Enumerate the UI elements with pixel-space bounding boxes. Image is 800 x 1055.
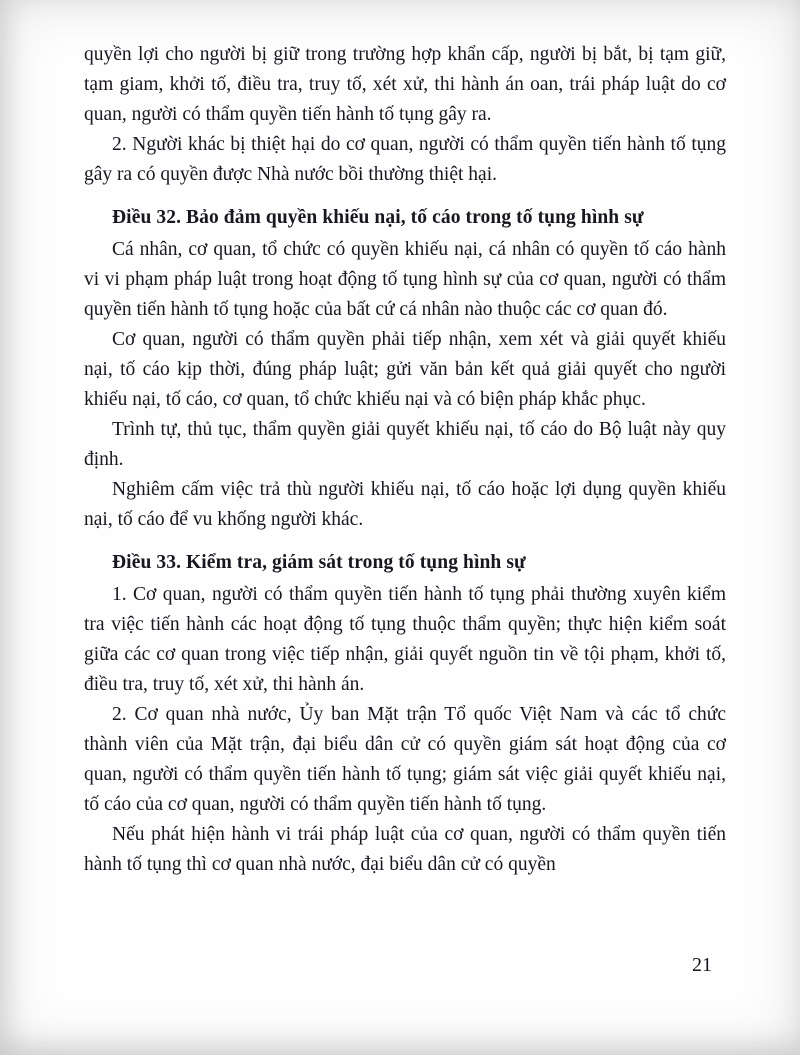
- paragraph: Cá nhân, cơ quan, tổ chức có quyền khiếu nại, cá nhân có quyền tố cáo hành vi vi phạm pháp luật trong hoạt động tố tụng hình sự của cơ quan, người có thẩm quyền tiến hành tố tụng hoặc của bất cứ cá nhân nào thuộc các cơ quan đó.: [84, 239, 726, 320]
- paragraph: Trình tự, thủ tục, thẩm quyền giải quyết khiếu nại, tố cáo do Bộ luật này quy định.: [84, 419, 726, 470]
- paragraph: Nếu phát hiện hành vi trái pháp luật của cơ quan, người có thẩm quyền tiến hành tố tụng thì cơ quan nhà nước, đại biểu dân cử có quyền: [84, 824, 726, 875]
- paragraph: Nghiêm cấm việc trả thù người khiếu nại, tố cáo hoặc lợi dụng quyền khiếu nại, tố cáo để vu khống người khác.: [84, 479, 726, 530]
- paragraph: 2. Người khác bị thiệt hại do cơ quan, người có thẩm quyền tiến hành tố tụng gây ra có quyền được Nhà nước bồi thường thiệt hại.: [84, 134, 726, 185]
- article-33-heading: Điều 33. Kiểm tra, giám sát trong tố tụng hình sự: [112, 552, 526, 573]
- page-number: 21: [692, 954, 712, 976]
- paragraph: 2. Cơ quan nhà nước, Ủy ban Mặt trận Tổ quốc Việt Nam và các tổ chức thành viên của Mặt trận, đại biểu dân cử có quyền giám sát hoạt động của cơ quan, người có thẩm quyền tiến hành tố tụng; giám sát việc giải quyết khiếu nại, tố cáo của cơ quan, người có thẩm quyền tiến hành tố tụng.: [84, 704, 726, 815]
- paragraph: quyền lợi cho người bị giữ trong trường hợp khẩn cấp, người bị bắt, bị tạm giữ, tạm giam, khởi tố, điều tra, truy tố, xét xử, thi hành án oan, trái pháp luật do cơ quan, người có thẩm quyền tiến hành tố tụng gây ra.: [84, 44, 726, 125]
- article-32-heading: Điều 32. Bảo đảm quyền khiếu nại, tố cáo trong tố tụng hình sự: [112, 207, 644, 228]
- page-body: [84, 40, 726, 880]
- paragraph: Cơ quan, người có thẩm quyền phải tiếp nhận, xem xét và giải quyết khiếu nại, tố cáo kịp thời, đúng pháp luật; gửi văn bản kết quả giải quyết cho người khiếu nại, tố cáo, cơ quan, tổ chức khiếu nại và có biện pháp khắc phục.: [84, 329, 726, 410]
- paragraph: 1. Cơ quan, người có thẩm quyền tiến hành tố tụng phải thường xuyên kiểm tra việc tiến hành các hoạt động tố tụng thuộc thẩm quyền; thực hiện kiểm soát giữa các cơ quan trong việc tiếp nhận, giải quyết nguồn tin về tội phạm, khởi tố, điều tra, truy tố, xét xử, thi hành án.: [84, 584, 726, 695]
